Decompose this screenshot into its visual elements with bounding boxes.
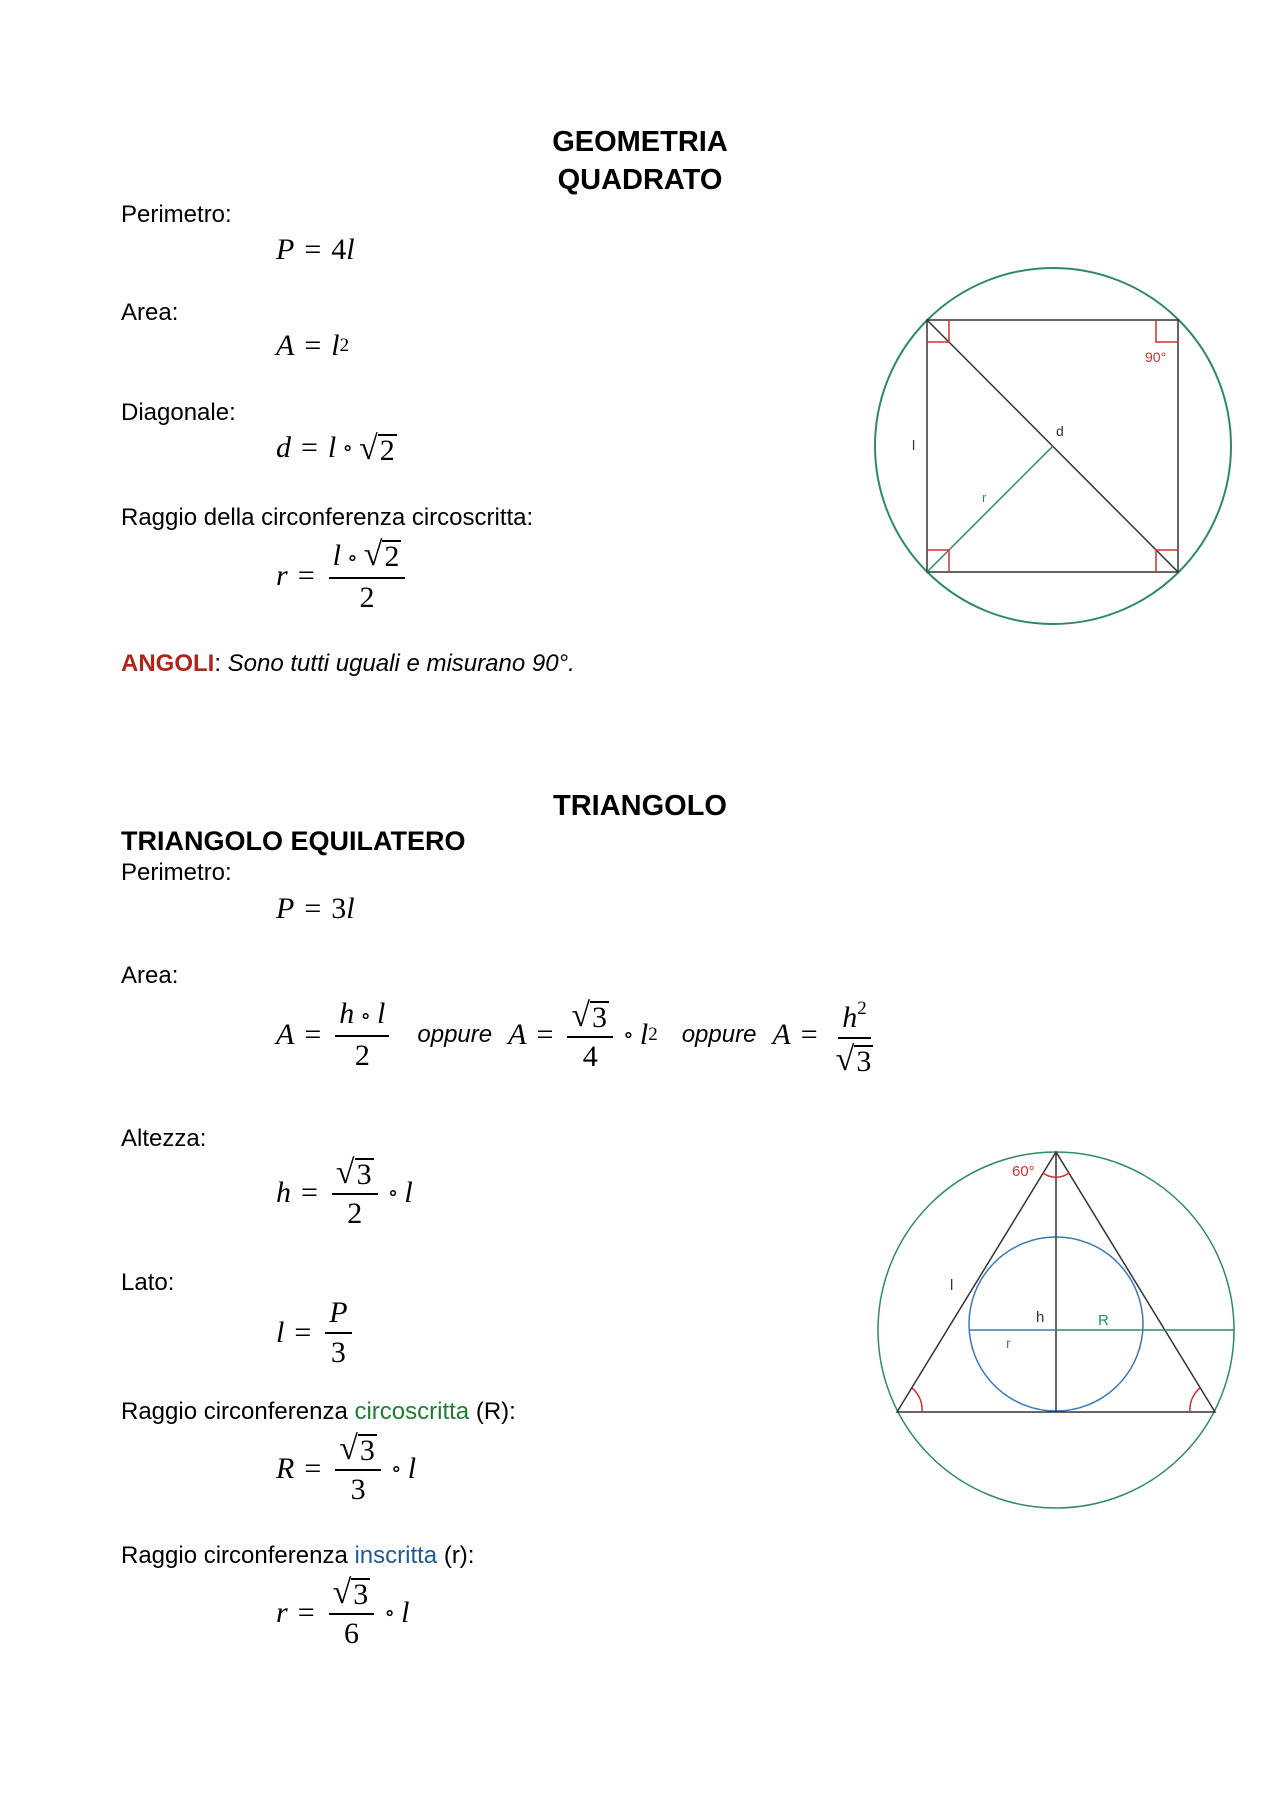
formula-perimeter-square: P = 4 l (276, 233, 355, 266)
height-label-h: h (1036, 1309, 1045, 1326)
label-area-triangle: Area: (121, 962, 179, 989)
side-label-l-tri: l (950, 1277, 954, 1294)
triangle-figure (860, 1140, 1240, 1520)
square-figure (860, 260, 1240, 640)
label-diagonal: Diagonale: (121, 399, 236, 426)
section-title-triangle: TRIANGOLO (553, 790, 727, 822)
oppure-2: oppure (681, 1021, 757, 1048)
label-radius-square: Raggio della circonferenza circoscritta: (121, 504, 534, 531)
label-area-square: Area: (121, 299, 179, 326)
section-title-square: QUADRATO (557, 164, 723, 196)
label-inradius (121, 1541, 474, 1571)
label-perimeter-triangle: Perimetro: (121, 859, 232, 886)
diagonal-label-d: d (1056, 423, 1064, 439)
circum-post: (R): (469, 1398, 516, 1425)
formula-radius-square: r = l ∘ √ 2 2 (276, 536, 409, 615)
angles-sep: : (214, 650, 228, 677)
formula-perimeter-triangle: P = 3 l (276, 892, 355, 925)
radius-line (927, 446, 1053, 572)
formula-height: h = √ 3 2 ∘ l (276, 1154, 413, 1230)
label-side: Lato: (121, 1269, 175, 1296)
angles-text: Sono tutti uguali e misurano 90°. (227, 650, 575, 677)
label-circumradius (121, 1397, 516, 1427)
formula-side: l = $\frac{P}{3}$ (276, 1296, 356, 1370)
angles-note (121, 650, 575, 678)
big-radius-label-R: R (1098, 1312, 1109, 1329)
formula-diagonal: d = l ∘ √ 2 (276, 430, 395, 467)
inscr-pre: Raggio circonferenza (121, 1542, 355, 1569)
oppure-1: oppure (417, 1021, 493, 1048)
page-title: GEOMETRIA (552, 126, 728, 158)
radius-label-r: r (982, 490, 987, 505)
angle-label-90: 90° (1145, 349, 1167, 365)
side-label-l: l (912, 437, 916, 453)
formula-inradius: r = √ 3 6 ∘ l (276, 1574, 410, 1650)
small-radius-label-r: r (1006, 1335, 1011, 1351)
label-height: Altezza: (121, 1125, 207, 1152)
angle-label-60: 60° (1012, 1163, 1035, 1180)
formula-area-square: A = l 2 (276, 329, 350, 362)
formula-area-triangle: A = $\frac{h \circ l}{2}$ oppure A = √ 3 4 ∘ l 2 oppure A = $h^2$ √ 3 (276, 992, 881, 1078)
subtitle-equilateral: TRIANGOLO EQUILATERO (121, 826, 466, 856)
circum-pre: Raggio circonferenza (121, 1398, 355, 1425)
inscr-word: inscritta (354, 1542, 438, 1569)
inscr-post: (r): (437, 1542, 475, 1569)
circum-word: circoscritta (354, 1398, 470, 1425)
label-perimeter-square: Perimetro: (121, 201, 232, 228)
formula-circumradius: R = √ 3 3 ∘ l (276, 1430, 417, 1506)
angles-key: ANGOLI (121, 650, 215, 677)
